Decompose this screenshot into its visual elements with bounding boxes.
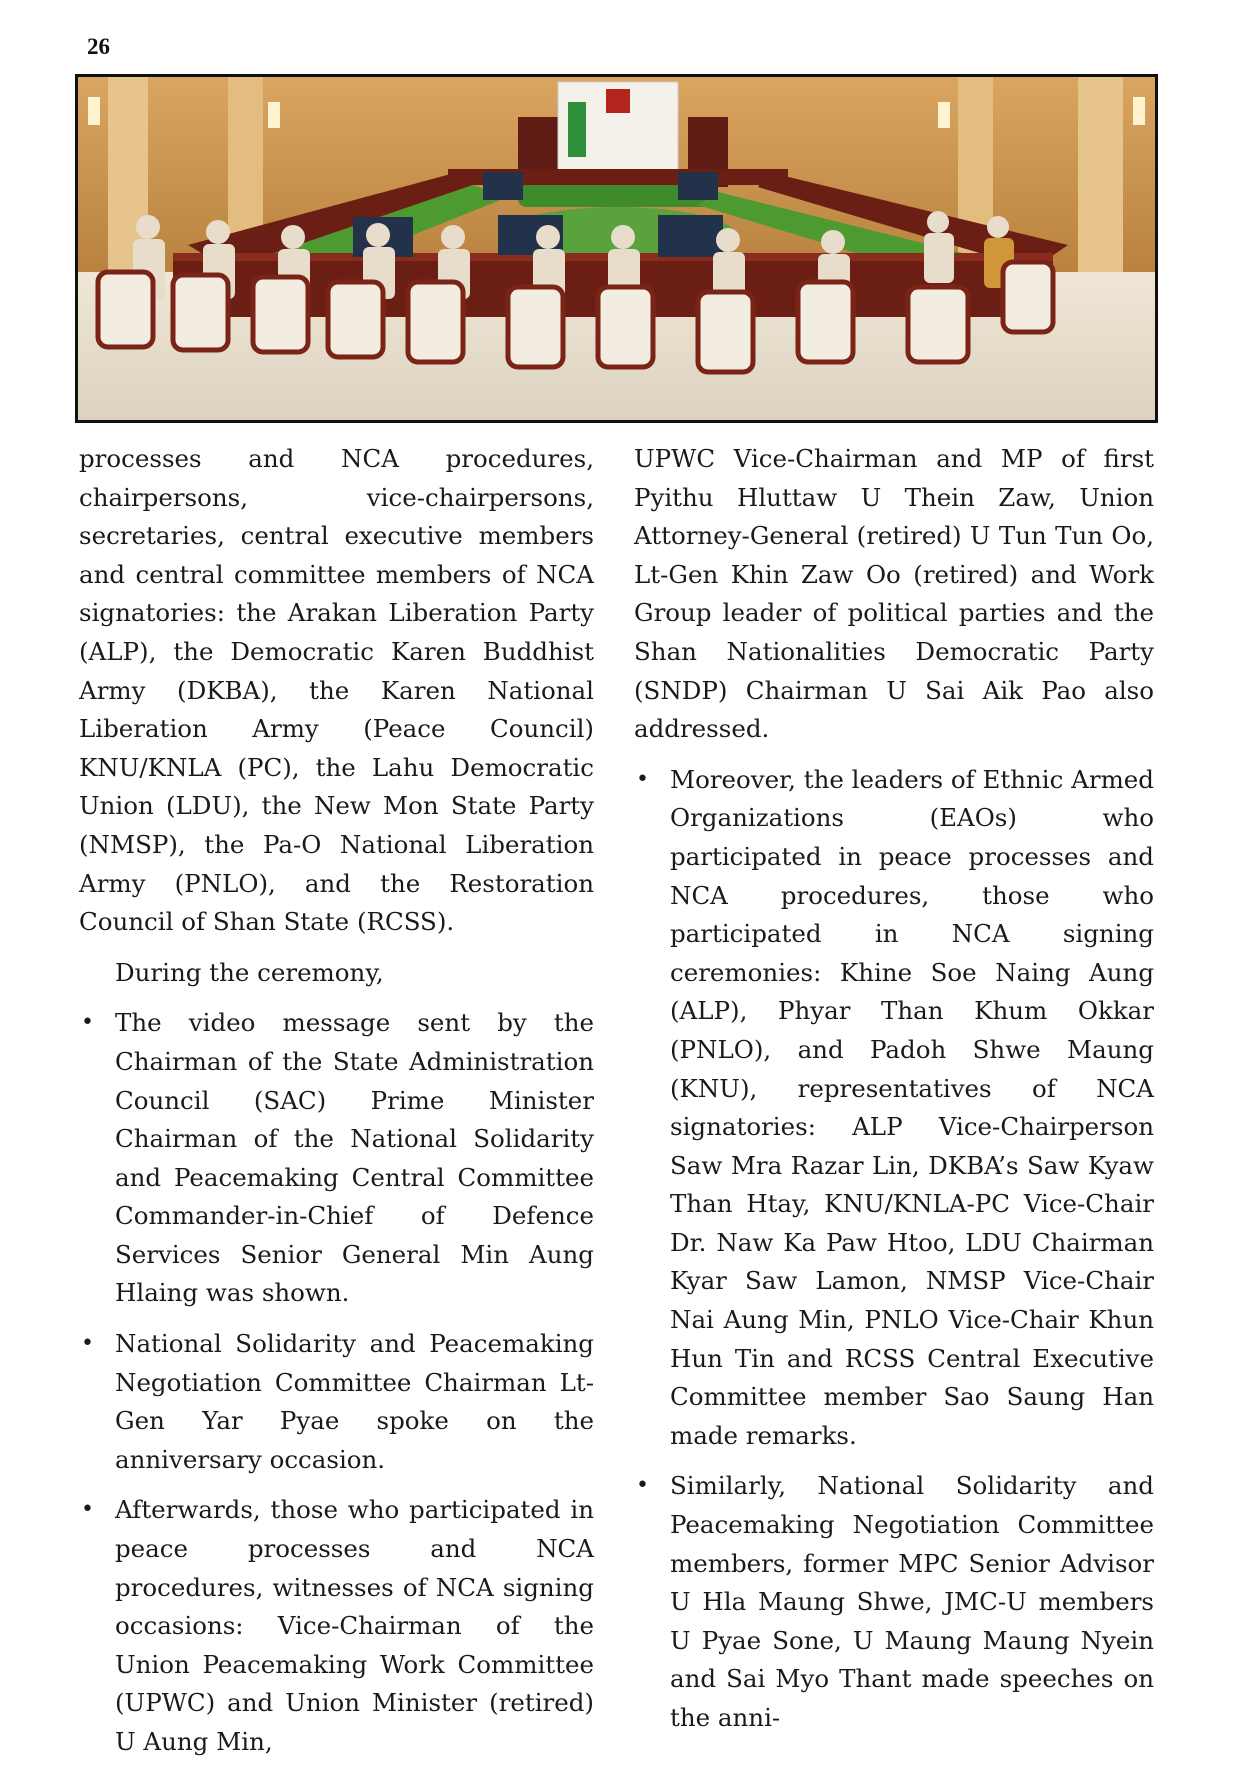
emblem (606, 89, 630, 113)
monitor (658, 215, 723, 257)
bullet-icon: • (636, 766, 649, 792)
wall-lamp (268, 102, 280, 128)
wall-lamp (1133, 97, 1145, 125)
list-item (79, 1004, 594, 1313)
left-paragraph: processes and NCA procedures, chairpersons, vice-chairpersons, secretaries, central executive members and central committee members of NCA signatories: the Arakan Liberation Party (ALP), the Democratic Karen Buddhist Army (DKBA), the Karen National Liberation Army (Peace Council) KNU/KNLA (PC), the Lahu Democratic Union (LDU), the New Mon State Party (NMSP), the Pa-O National Liberation Army (PNLO), and the Restoration Council of Shan State (RCSS). (79, 444, 594, 937)
meeting-photo (75, 74, 1158, 423)
left-bullet-list (79, 1004, 594, 1761)
right-paragraph: UPWC Vice-Chairman and MP of first Pyithu Hluttaw U Thein Zaw, Union Attorney-General (retired) U Tun Tun Oo, Lt-Gen Khin Zaw Oo (retired) and Work Group leader of political parties and the Shan Nationalities Democratic Party (SNDP) Chairman U Sai Aik Pao also addressed. (634, 444, 1154, 744)
list-item-text: National Solidarity and Peacemaking Negotiation Committee Chairman Lt-Gen Yar Pyae spoke on the anniversary occasion. (115, 1329, 594, 1474)
list-item-text: Afterwards, those who participated in peace processes and NCA procedures, witnesses of NCA signing occasions: Vice-Chairman of the Union Peacemaking Work Committee (UPWC) and Union Minister (retired) U Aung Min, (115, 1495, 594, 1756)
bullet-icon: • (81, 1497, 94, 1523)
list-item (79, 1491, 594, 1761)
wall-lamp (88, 97, 100, 125)
list-item (79, 1325, 594, 1479)
monitor (678, 172, 718, 200)
lead-in-text: During the ceremony, (115, 957, 384, 987)
list-item-text: Moreover, the leaders of Ethnic Armed Organizations (EAOs) who participated in peace processes and NCA procedures, those who participated in NCA signing ceremonies: Khine Soe Naing Aung (ALP), Phyar Than Khum Okkar (PNLO), and Padoh Shwe Maung (KNU), representatives of NCA signatories: ALP Vice-Chairperson Saw Mra Razar Lin, DKBA’s Saw Kyaw Than Htay, KNU/KNLA-PC Vice-Chair Dr. Naw Ka Paw Htoo, LDU Chairman Kyar Saw Lamon, NMSP Vice-Chair Nai Aung Min, PNLO Vice-Chair Khun Hun Tin and RCSS Central Executive Committee member Sao Saung Han made remarks. (670, 764, 1154, 1450)
bullet-icon: • (81, 1331, 94, 1357)
page-number: 26 (87, 34, 110, 59)
wall-lamp (938, 102, 950, 128)
bullet-icon: • (81, 1010, 94, 1036)
flag (568, 102, 586, 157)
list-item-text: The video message sent by the Chairman of the State Administration Council (SAC) Prime Minister Chairman of the National Solidarity and Peacemaking Central Committee Commander-in-Chief of Defence Services Senior General Min Aung Hlaing was shown. (115, 1008, 594, 1308)
right-bullet-list (634, 761, 1154, 1738)
left-column (79, 440, 594, 1774)
right-column (634, 440, 1154, 1750)
list-item (634, 1467, 1154, 1737)
list-item (634, 761, 1154, 1456)
bullet-icon: • (636, 1473, 649, 1499)
list-item-text: Similarly, National Solidarity and Peacemaking Negotiation Committee members, former MPC Senior Advisor U Hla Maung Shwe, JMC-U members U Pyae Sone, U Maung Maung Nyein and Sai Myo Thant made speeches on the anni- (670, 1471, 1154, 1732)
meeting-photo-illustration (78, 77, 1155, 420)
monitor (483, 172, 523, 200)
